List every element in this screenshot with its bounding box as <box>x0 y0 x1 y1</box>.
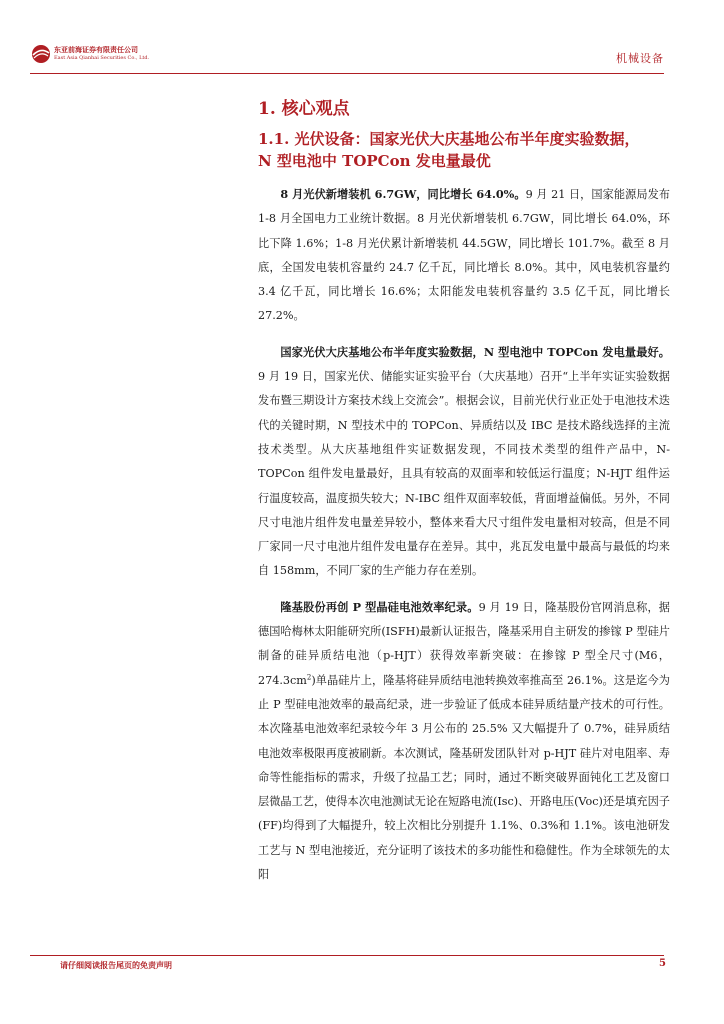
header-divider <box>30 73 664 74</box>
paragraph-lead: 8 月光伏新增装机 6.7GW，同比增长 64.0%。 <box>280 187 526 201</box>
disclaimer-note: 请仔细阅读报告尾页的免责声明 <box>60 960 172 970</box>
paragraph-lead: 国家光伏大庆基地公布半年度实验数据，N 型电池中 TOPCon 发电量最好。 <box>280 344 670 359</box>
paragraph-longi-record <box>258 595 670 888</box>
paragraph-daqing-base <box>258 340 670 584</box>
paragraph-body: 9 月 19 日，隆基股份官网消息称，据德国哈梅林太阳能研究所(ISFH)最新认证报告，隆基采用自主研发的掺镓 P 型硅片制备的硅异质结电池（p-HJT）获得效率新突破：在掺镓 P 型全尺寸(M6，274.3cm <box>258 600 670 687</box>
paragraph-pv-installations <box>258 182 670 329</box>
company-name-en: East Asia Qianhai Securities Co., Ltd. <box>54 55 150 61</box>
subsection-title-line1: 1.1. 光伏设备：国家光伏大庆基地公布半年度实验数据， <box>258 130 640 148</box>
subsection-title <box>258 128 670 172</box>
report-body <box>258 98 670 887</box>
sector-label: 机械设备 <box>616 52 664 65</box>
superscript: 2 <box>306 672 312 681</box>
section-title: 1. 核心观点 <box>258 99 350 119</box>
company-logo-icon <box>30 44 52 64</box>
company-name-cn: 东亚前海证券有限责任公司 <box>54 45 138 54</box>
page-header <box>30 40 664 72</box>
footer-divider <box>30 955 664 956</box>
page-number: 5 <box>659 958 666 969</box>
paragraph-lead: 隆基股份再创 P 型晶硅电池效率纪录。 <box>280 599 479 614</box>
subsection-title-line2: N 型电池中 TOPCon 发电量最优 <box>258 152 491 170</box>
paragraph-body: 9 月 19 日，国家光伏、储能实证实验平台（大庆基地）召开“上半年实证实验数据发布暨三期设计方案技术线上交流会”。根据会议，目前光伏行业正处于电池技术迭代的关键时期，N 型技术中的 TOPCon、异质结以及 IBC 是技术路线选择的主流技术类型。从大庆基地组件实证数据发现，不同技术类型的组件产品中，N-TOPCon 组件发电量最好，且具有较高的双面率和较低运行温度；N-HJT 组件运行温度较高，温度损失较大；N-IBC 组件双面率较低，背面增益偏低。另外，不同尺寸电池片组件发电量差异较小，整体来看大尺寸组件发电量相对较高，但是不同厂家同一尺寸电池片组件发电量存在差异。其中，兆瓦发电量中最高与最低的均来自 158mm，不同厂家的生产能力存在差别。 <box>258 370 670 578</box>
paragraph-body: 9 月 21 日，国家能源局发布 1-8 月全国电力工业统计数据。8 月光伏新增装机 6.7GW，同比增长 64.0%，环比下降 1.6%；1-8 月光伏累计新增装机 44.5GW，同比增长 101.7%。截至 8 月底，全国发电装机容量约 24.7 亿千瓦，同比增长 8.0%。其中，风电装机容量约 3.4 亿千瓦，同比增长 16.6%；太阳能发电装机容量约 3.5 亿千瓦，同比增长 27.2%。 <box>258 188 670 323</box>
paragraph-body-cont: )单晶硅片上，隆基将硅异质结电池转换效率推高至 26.1%。这是迄今为止 P 型硅电池效率的最高纪录，进一步验证了低成本硅异质结量产技术的可行性。本次隆基电池效率纪录较今年 3 月公布的 25.5% 又大幅提升了 0.7%，硅异质结电池效率极限再度被刷新。本次测试，隆基研发团队针对 p-HJT 硅片对电阻率、寿命等性能指标的需求，升级了拉晶工艺；同时，通过不断突破界面钝化工艺及窗口层微晶工艺，使得本次电池测试无论在短路电流(Isc)、开路电压(Voc)还是填充因子(FF)均得到了大幅提升，较上次相比分别提升 1.1%、0.3%和 1.1%。该电池研发工艺与 N 型电池接近，充分证明了该技术的多功能性和稳健性。作为全球领先的太阳 <box>258 673 670 882</box>
